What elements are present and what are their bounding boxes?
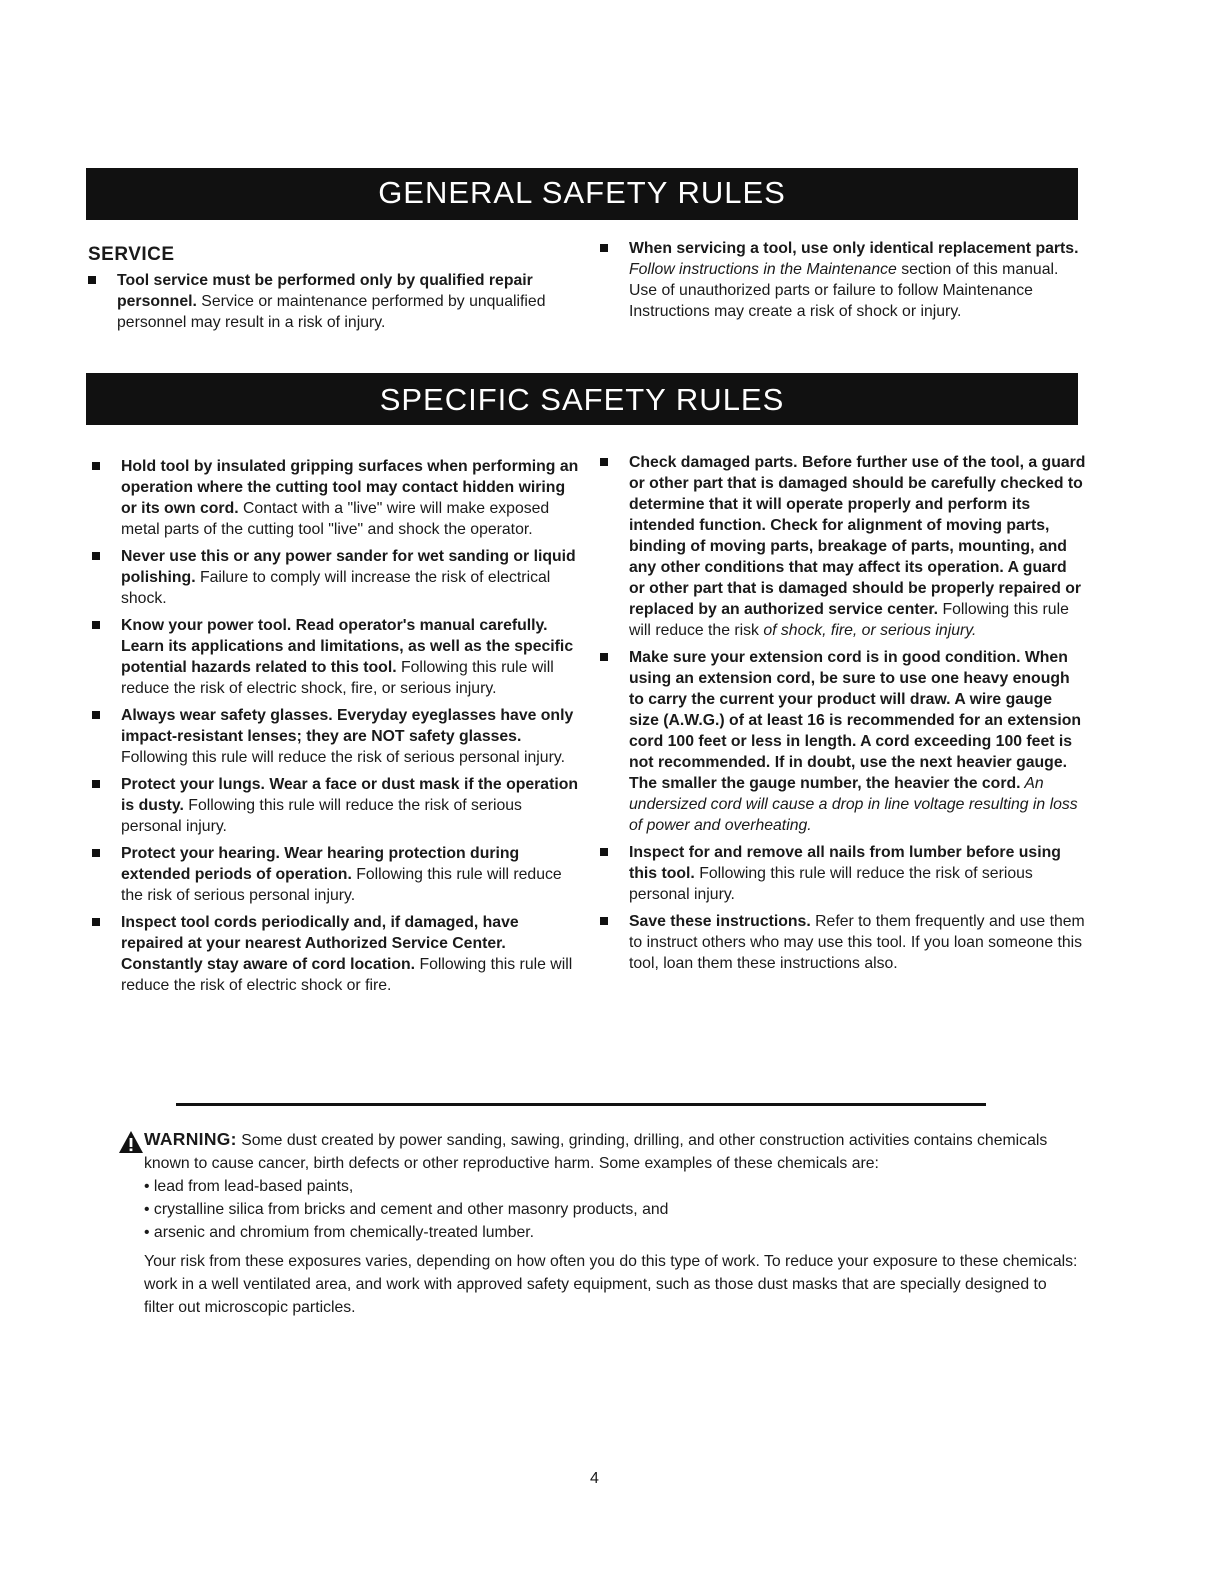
square-bullet-icon (92, 918, 100, 926)
service-right-column (600, 238, 1080, 328)
service-heading: SERVICE (88, 244, 175, 265)
square-bullet-icon (600, 458, 608, 466)
specific-right-column (600, 452, 1086, 980)
warning-list-item: • lead from lead-based paints, (144, 1178, 354, 1195)
rule-bold-text: Save these instructions. (629, 913, 811, 930)
square-bullet-icon (92, 711, 100, 719)
square-bullet-icon (92, 849, 100, 857)
rule-bold-text: Tool service must be performed only by qualified repair personnel. (117, 272, 533, 310)
general-safety-rules-banner: GENERAL SAFETY RULES (86, 168, 1078, 220)
square-bullet-icon (88, 276, 96, 284)
rule-text: Refer to them frequently and use them to instruct others who may use this tool. If you loan someone this tool, loan them these instructions also. (629, 913, 1085, 972)
square-bullet-icon (92, 780, 100, 788)
rule-bold-text: When servicing a tool, use only identical replacement parts. (629, 240, 1079, 257)
square-bullet-icon (92, 462, 100, 470)
warning-list-item: • crystalline silica from bricks and cement and other masonry products, and (144, 1201, 669, 1218)
rule-text: Following this rule will reduce the risk of serious personal injury. (121, 797, 522, 835)
square-bullet-icon (92, 621, 100, 629)
rule-text: Following this rule will reduce the risk of serious personal injury. (121, 749, 565, 766)
service-left-column (88, 244, 558, 339)
warning-block (118, 1128, 1078, 1319)
rule-text: Following this rule will reduce the risk of electric shock, fire, or serious injury. (121, 659, 554, 697)
rule-bold-text: Protect your hearing. Wear hearing protection during extended periods of operation. (121, 845, 520, 883)
specific-rule (92, 546, 580, 609)
rule-italic-text: An undersized cord will cause a drop in line voltage resulting in loss of power and overheating. (629, 775, 1078, 834)
rule-text: Failure to comply will increase the risk of electrical shock. (121, 569, 551, 607)
specific-rule (92, 774, 580, 837)
specific-rule (600, 842, 1086, 905)
rule-bold-text: Always wear safety glasses. Everyday eyeglasses have only impact-resistant lenses; they are NOT safety glasses. (121, 707, 574, 745)
rule-text: Following this rule will reduce the risk (629, 601, 1069, 639)
section-divider (176, 1103, 986, 1106)
square-bullet-icon (600, 244, 608, 252)
square-bullet-icon (600, 917, 608, 925)
rule-text: Contact with a "live" wire will make exposed metal parts of the cutting tool "live" and shock the operator. (121, 500, 550, 538)
rule-text: Following this rule will reduce the risk of serious personal injury. (121, 866, 562, 904)
specific-rule (92, 843, 580, 906)
specific-safety-rules-banner: SPECIFIC SAFETY RULES (86, 373, 1078, 425)
rule-text: Following this rule will reduce the risk of serious personal injury. (629, 865, 1033, 903)
warning-intro-text: Some dust created by power sanding, sawing, grinding, drilling, and other construction activities contains chemicals known to cause cancer, birth defects or other reproductive harm. Some examples of these chemicals are: (144, 1132, 1048, 1172)
specific-rule (92, 456, 580, 540)
warning-closing: Your risk from these exposures varies, depending on how often you do this type of work. To reduce your exposure to these chemicals: work in a well ventilated area, and work with approved safety equipment, such as those dust masks that are specially designed to filter out microscopic particles. (144, 1253, 1078, 1316)
specific-left-column (92, 456, 580, 1002)
service-rule (88, 270, 558, 333)
specific-rule (600, 452, 1086, 641)
specific-rule (92, 615, 580, 699)
warning-triangle-icon (118, 1130, 144, 1154)
service-rule (600, 238, 1080, 322)
warning-intro (144, 1128, 1078, 1175)
rule-bold-text: Know your power tool. Read operator's manual carefully. Learn its applications and limitations, as well as the specific potential hazards related to this tool. (121, 617, 574, 676)
rule-italic-text: Follow instructions in the Maintenance (629, 261, 897, 278)
specific-rule (92, 705, 580, 768)
rule-bold-text: Never use this or any power sander for wet sanding or liquid polishing. (121, 548, 576, 586)
rule-text: section of this manual. Use of unauthorized parts or failure to follow Maintenance Instructions may create a risk of shock or injury. (629, 261, 1059, 320)
square-bullet-icon (600, 848, 608, 856)
rule-text: Service or maintenance performed by unqualified personnel may result in a risk of injury. (117, 293, 546, 331)
square-bullet-icon (92, 552, 100, 560)
rule-bold-text: Check damaged parts. Before further use of the tool, a guard or other part that is damaged should be carefully checked to determine that it will operate properly and perform its intended function. Check for alignment of moving parts, binding of moving parts, breakage of parts, mounting, and any other conditions that may affect its operation. A guard or other part that is damaged should be properly repaired or replaced by an authorized service center. (629, 454, 1086, 618)
page-number: 4 (590, 1470, 599, 1487)
rule-bold-text: Protect your lungs. Wear a face or dust mask if the operation is dusty. (121, 776, 579, 814)
specific-rule (92, 912, 580, 996)
rule-bold-text: Inspect for and remove all nails from lumber before using this tool. (629, 844, 1061, 882)
square-bullet-icon (600, 653, 608, 661)
rule-bold-text: Hold tool by insulated gripping surfaces when performing an operation where the cutting tool may contact hidden wiring or its own cord. (121, 458, 579, 517)
warning-body (118, 1128, 1078, 1319)
rule-bold-text: Inspect tool cords periodically and, if damaged, have repaired at your nearest Authorized Service Center. Constantly stay aware of cord location. (121, 914, 519, 973)
rule-bold-text: Make sure your extension cord is in good condition. When using an extension cord, be sure to use one heavy enough to carry the current your product will draw. A wire gauge size (A.W.G.) of at least 16 is recommended for an extension cord 100 feet or less in length. A cord exceeding 100 feet is not recommended. If in doubt, use the next heavier gauge. The smaller the gauge number, the heavier the cord. (629, 649, 1082, 792)
specific-rule (600, 647, 1086, 836)
rule-italic-text: of shock, fire, or serious injury. (758, 622, 977, 639)
specific-rule (600, 911, 1086, 974)
warning-label: WARNING: (144, 1129, 237, 1149)
warning-list-item: • arsenic and chromium from chemically-treated lumber. (144, 1224, 535, 1241)
rule-text: Following this rule will reduce the risk of electric shock or fire. (121, 956, 573, 994)
